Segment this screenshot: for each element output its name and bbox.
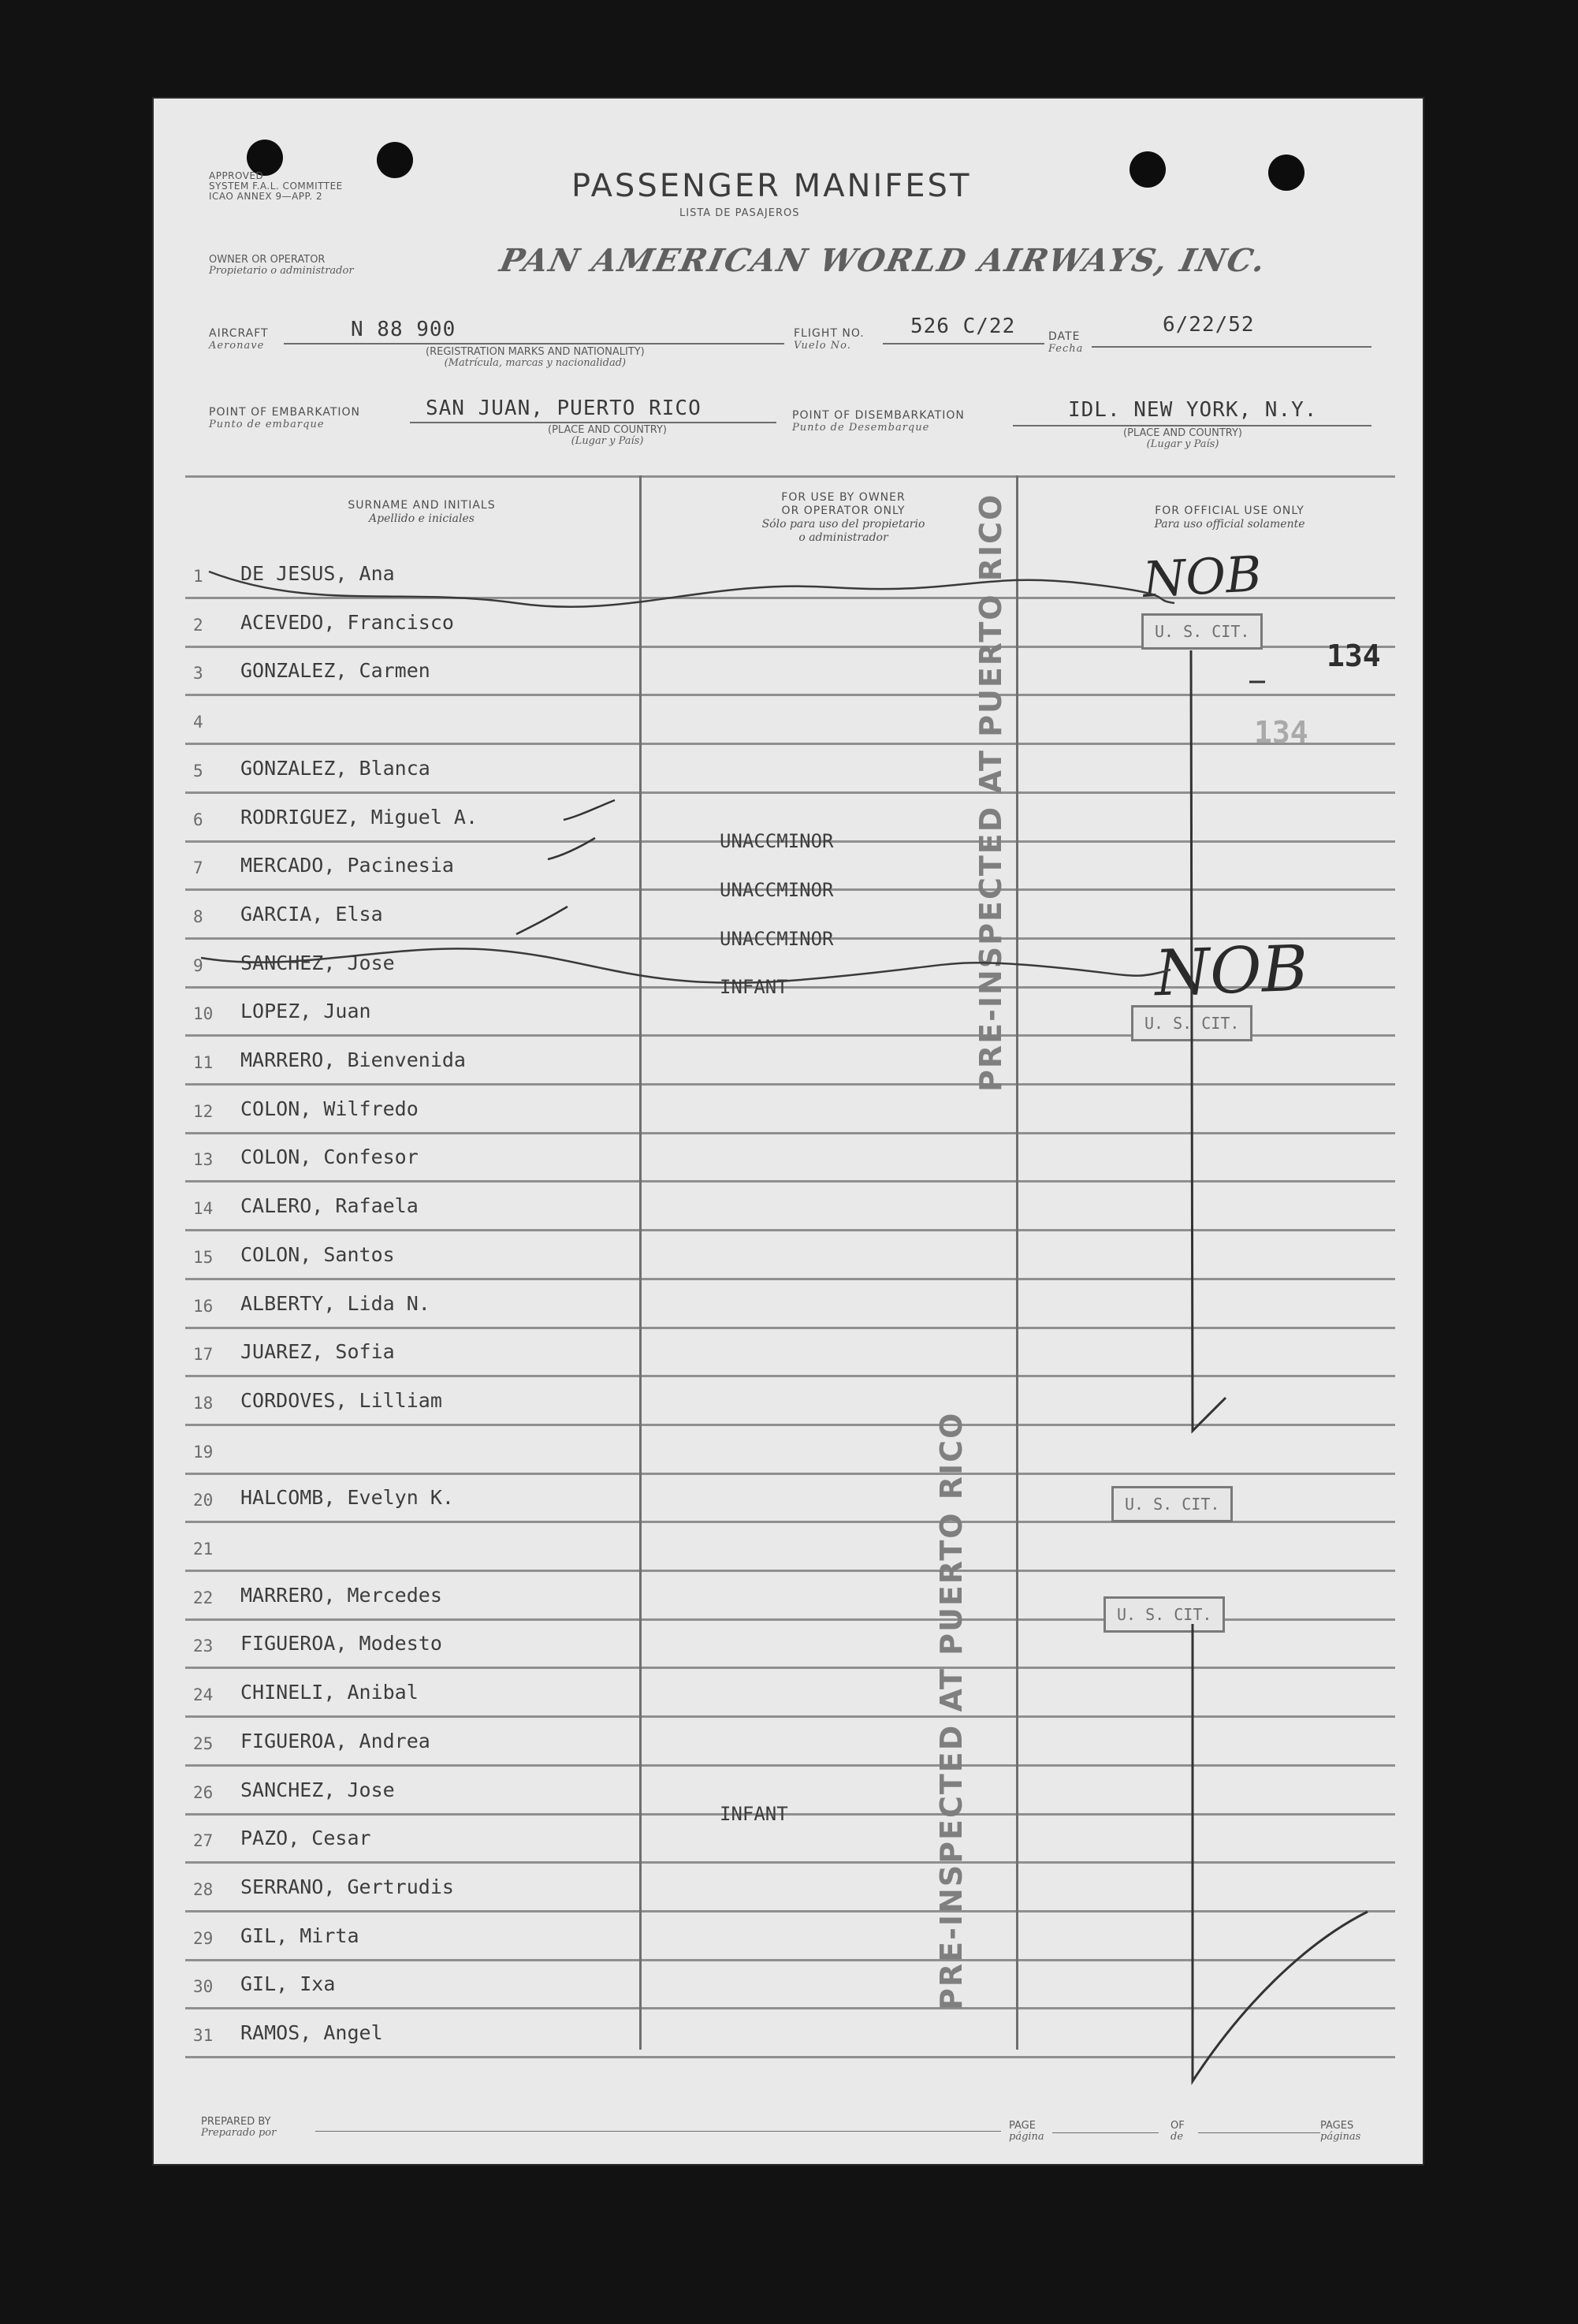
preinspected-stamp: PRE-INSPECTED AT PUERTO RICO (973, 493, 1008, 1092)
nob-handwriting: NOB (1141, 545, 1264, 609)
row-number: 12 (193, 1102, 214, 1121)
col-surname-header-en: SURNAME AND INITIALS (348, 499, 496, 512)
embark-label-en: POINT OF EMBARKATION (209, 406, 361, 419)
page-subtitle: LISTA DE PASAJEROS (679, 207, 800, 219)
passenger-name: CHINELI, Anibal (240, 1681, 419, 1704)
flight-label-en: FLIGHT NO. (794, 327, 865, 340)
row-number: 20 (193, 1491, 214, 1510)
passenger-name: DE JESUS, Ana (240, 562, 395, 585)
row-number: 28 (193, 1880, 214, 1899)
row-number: 15 (193, 1248, 214, 1267)
passenger-name: MARRERO, Mercedes (240, 1584, 442, 1607)
row-number: 16 (193, 1297, 214, 1316)
preinspected-stamp: PRE-INSPECTED AT PUERTO RICO (934, 1411, 969, 2010)
row-number: 8 (193, 907, 203, 926)
approval-line: ICAO ANNEX 9—APP. 2 (209, 191, 323, 202)
passenger-name: GONZALEZ, Blanca (240, 757, 430, 780)
operator-note: UNACCMINOR (720, 830, 834, 852)
page-line (1052, 2132, 1159, 2133)
row-number: 10 (193, 1004, 214, 1023)
date-label-es: Fecha (1048, 343, 1084, 355)
row-number: 24 (193, 1685, 214, 1704)
aircraft-label-en: AIRCRAFT (209, 327, 269, 340)
page-label (1009, 2121, 1044, 2143)
row-number: 22 (193, 1588, 214, 1607)
pages-label (1320, 2121, 1360, 2143)
row-number: 1 (193, 567, 203, 586)
operator-note: UNACCMINOR (720, 928, 834, 950)
col-official-header-en: FOR OFFICIAL USE ONLY (1155, 505, 1304, 517)
row-number: 13 (193, 1150, 214, 1169)
row-number: 14 (193, 1199, 214, 1218)
row-number: 29 (193, 1929, 214, 1948)
passenger-name: FIGUEROA, Modesto (240, 1632, 442, 1655)
embark-label-es: Punto de embarque (209, 419, 325, 430)
prepared-label-es: Preparado por (201, 2127, 277, 2139)
embark-sub-es: (Lugar y País) (571, 435, 644, 447)
disembark-sub-en: (PLACE AND COUNTRY) (1123, 427, 1243, 439)
passenger-name: JUAREZ, Sofia (240, 1340, 395, 1363)
col-operator-header-es-2: o administrador (798, 531, 888, 544)
of-label (1170, 2121, 1185, 2143)
disembark-label-es: Punto de Desembarque (792, 422, 930, 434)
row-number: 31 (193, 2026, 214, 2045)
approval-line: SYSTEM F.A.L. COMMITTEE (209, 181, 343, 192)
operator-note: INFANT (720, 1803, 788, 1825)
bracket-line (1191, 650, 1226, 1431)
aircraft-sub-en: (REGISTRATION MARKS AND NATIONALITY) (426, 346, 645, 358)
pages-label-es: páginas (1320, 2131, 1361, 2143)
page-label-en: PAGE (1009, 2120, 1036, 2132)
pages-label-en: PAGES (1320, 2120, 1354, 2132)
date-value: 6/22/52 (1163, 313, 1255, 337)
row-number: 2 (193, 616, 203, 635)
us-cit-stamp: U. S. CIT. (1111, 1486, 1233, 1522)
passenger-name: PAZO, Cesar (240, 1827, 371, 1849)
embark-value: SAN JUAN, PUERTO RICO (426, 397, 702, 420)
passenger-name: FIGUEROA, Andrea (240, 1730, 430, 1752)
check-mark (564, 800, 615, 820)
row-number: 4 (193, 713, 203, 732)
passenger-name: MERCADO, Pacinesia (240, 854, 454, 877)
passenger-name: COLON, Confesor (240, 1145, 419, 1168)
us-cit-stamp: U. S. CIT. (1141, 613, 1263, 650)
row-number: 6 (193, 810, 203, 829)
prepared-line (315, 2131, 1001, 2132)
passenger-name: GARCIA, Elsa (240, 903, 383, 926)
row-number: 17 (193, 1345, 214, 1364)
prepared-label-en: PREPARED BY (201, 2116, 271, 2128)
row-number: 30 (193, 1977, 214, 1996)
flight-label-es: Vuelo No. (794, 340, 851, 352)
bracket-line (1193, 1624, 1368, 2081)
date-label-en: DATE (1048, 330, 1081, 343)
passenger-name: COLON, Santos (240, 1243, 395, 1266)
passenger-name: HALCOMB, Evelyn K. (240, 1486, 454, 1509)
passenger-name: ACEVEDO, Francisco (240, 611, 454, 634)
us-cit-stamp: U. S. CIT. (1103, 1596, 1225, 1633)
pen-marks (154, 99, 1423, 2164)
col-operator-header-1: FOR USE BY OWNER (781, 491, 906, 504)
strike-line (209, 572, 1174, 607)
disembark-value: IDL. NEW YORK, N.Y. (1068, 398, 1318, 422)
owner-label-es: Propietario o administrador (209, 265, 354, 277)
passenger-name: CORDOVES, Lilliam (240, 1389, 442, 1412)
row-number: 23 (193, 1637, 214, 1655)
owner-label-en: OWNER OR OPERATOR (209, 254, 326, 266)
nob-handwriting: NOB (1153, 931, 1309, 1011)
passenger-count: 134 (1327, 639, 1381, 673)
passenger-name: ALBERTY, Lida N. (240, 1292, 430, 1315)
of-label-es: de (1170, 2131, 1184, 2143)
row-number: 18 (193, 1394, 214, 1413)
passenger-name: GIL, Mirta (240, 1924, 359, 1947)
flight-value: 526 C/22 (910, 315, 1016, 338)
col-operator-header-es-1: Sólo para uso del propietario (761, 518, 925, 531)
row-number: 3 (193, 664, 203, 683)
passenger-name: LOPEZ, Juan (240, 1000, 371, 1022)
disembark-sub-es: (Lugar y País) (1146, 438, 1219, 450)
aircraft-sub-es: (Matrícula, marcas y nacionalidad) (444, 357, 627, 369)
page-label-es: página (1009, 2131, 1044, 2143)
of-line (1198, 2132, 1320, 2133)
row-number: 27 (193, 1831, 214, 1850)
col-official-header-es: Para uso official solamente (1154, 518, 1305, 531)
page-title: PASSENGER MANIFEST (571, 168, 972, 204)
row-number: 9 (193, 956, 203, 975)
col-operator-header-2: OR OPERATOR ONLY (781, 505, 906, 517)
passenger-name: SANCHEZ, Jose (240, 1778, 395, 1801)
passenger-name: GONZALEZ, Carmen (240, 659, 430, 682)
strike-line (201, 948, 1170, 982)
passenger-count-faded: 134 (1254, 715, 1308, 750)
passenger-name: RODRIGUEZ, Miguel A. (240, 806, 478, 829)
row-number: 7 (193, 858, 203, 877)
airline-name: PAN AMERICAN WORLD AIRWAYS, INC. (497, 242, 1271, 279)
row-number: 26 (193, 1783, 214, 1802)
row-number: 25 (193, 1734, 214, 1753)
operator-note: INFANT (720, 976, 788, 998)
passenger-name: CALERO, Rafaela (240, 1194, 419, 1217)
us-cit-stamp: U. S. CIT. (1131, 1005, 1252, 1041)
row-number: 11 (193, 1053, 214, 1072)
passenger-name: COLON, Wilfredo (240, 1097, 419, 1120)
check-mark (548, 838, 595, 859)
approval-line: APPROVED (209, 170, 264, 181)
passenger-name: SERRANO, Gertrudis (240, 1875, 454, 1898)
operator-note: UNACCMINOR (720, 879, 834, 901)
check-mark (516, 907, 568, 934)
of-label-en: OF (1170, 2120, 1185, 2132)
embark-sub-en: (PLACE AND COUNTRY) (548, 424, 668, 436)
manifest-page (154, 99, 1423, 2164)
disembark-label-en: POINT OF DISEMBARKATION (792, 409, 965, 422)
row-number: 21 (193, 1540, 214, 1559)
aircraft-value: N 88 900 (351, 318, 456, 341)
col-surname-header-es: Apellido e iniciales (369, 512, 475, 525)
row-number: 19 (193, 1443, 214, 1462)
aircraft-label-es: Aeronave (209, 340, 265, 352)
passenger-name: MARRERO, Bienvenida (240, 1048, 466, 1071)
passenger-name: SANCHEZ, Jose (240, 952, 395, 974)
passenger-name: RAMOS, Angel (240, 2021, 383, 2044)
passenger-name: GIL, Ixa (240, 1972, 336, 1995)
prepared-by (201, 2117, 276, 2139)
row-number: 5 (193, 762, 203, 780)
